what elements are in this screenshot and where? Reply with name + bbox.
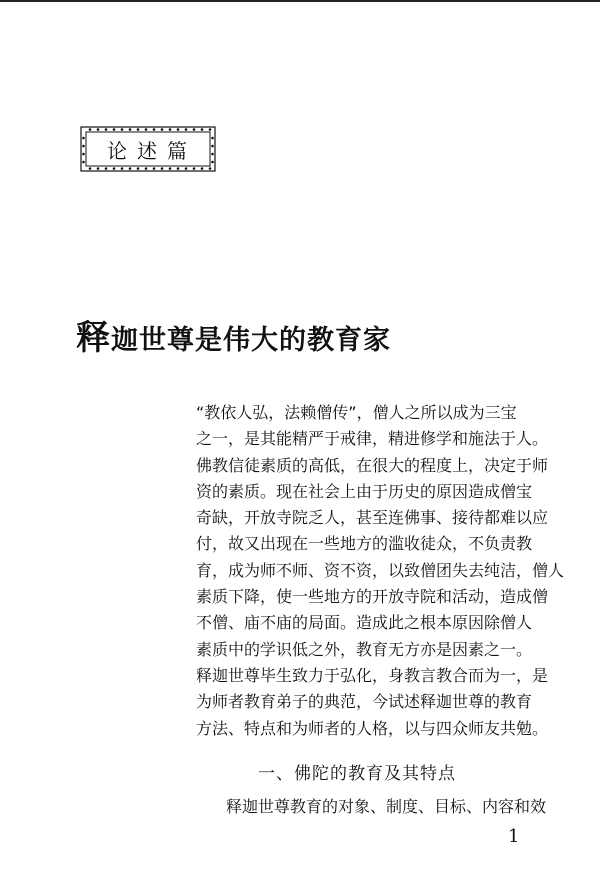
body-line: 之一，是其能精严于戒律，精进修学和施法于人。 (196, 429, 549, 449)
article-body (196, 400, 565, 742)
body-continuation-line: 释迦世尊教育的对象、制度、目标、内容和效 (226, 797, 547, 816)
body-line: 方法、特点和为师者的人格，以与四众师友共勉。 (196, 718, 549, 738)
body-line: 佛教信徒素质的高低，在很大的程度上，决定于师 (196, 455, 549, 475)
top-border-line (0, 0, 600, 2)
body-line: 素质下降，使一些地方的开放寺院和活动，造成僧 (196, 587, 549, 607)
article-title (76, 310, 391, 359)
body-line: 奇缺，开放寺院乏人，甚至连佛事、接待都难以应 (196, 508, 549, 528)
title-rest: 迦世尊是伟大的教育家 (111, 325, 391, 356)
title-first-char: 释 (76, 318, 111, 358)
body-line: 为师者教育弟子的典范，今试述释迦世尊的教育 (196, 692, 533, 712)
body-line: 不僧、庙不庙的局面。造成此之根本原因除僧人 (196, 613, 533, 633)
section-header-box (78, 124, 218, 174)
section-subheading: 一、佛陀的教育及其特点 (258, 764, 456, 784)
body-line: 育，成为师不师、资不资，以致僧团失去纯洁，僧人 (196, 560, 565, 580)
page-number: 1 (508, 826, 520, 847)
body-line: “教依人弘，法赖僧传”，僧人之所以成为三宝 (196, 403, 517, 422)
body-line: 付，故又出现在一些地方的滥收徒众，不负责教 (196, 534, 533, 554)
body-line: 资的素质。现在社会上由于历史的原因造成僧宝 (196, 481, 533, 501)
body-line: 释迦世尊毕生致力于弘化，身教言教合而为一，是 (196, 665, 549, 685)
body-line: 素质中的学识低之外，教育无方亦是因素之一。 (196, 639, 533, 659)
section-title: 论述篇 (107, 138, 197, 163)
